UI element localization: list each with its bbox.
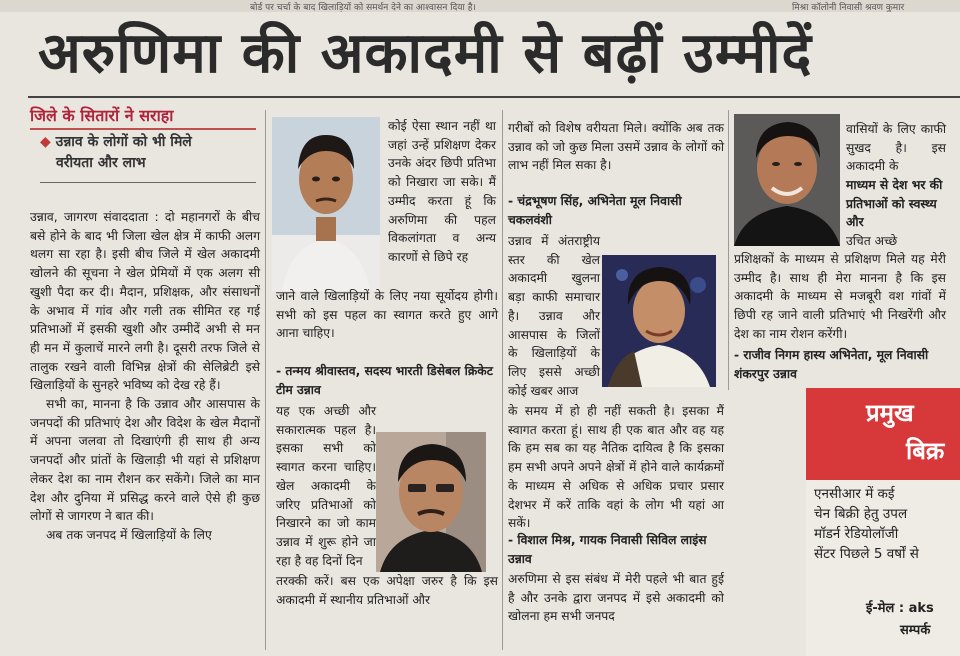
- col2-mid-text: यह एक अच्छी और सकारात्मक पहल है। इसका सभी को स्वागत करना चाहिए। खेल अकादमी के जरिए प्रतिभाओं को निखारने का जो काम उन्नाव में शुरू होने जा रहा है वह दिनों दिन: [276, 404, 376, 568]
- top-strip-left: बोर्ड पर चर्चा के बाद खिलाड़ियों को समर्थन देने का आश्वासन दिया है।: [250, 3, 476, 12]
- ad-body-line-3: मॉडर्न रेडियोलॉजी: [814, 526, 899, 542]
- top-strip: [0, 0, 960, 12]
- col3-bottom-text: अरुणिमा से इस संबंध में मेरी पहले भी बात हुई है और उनके द्वारा जनपद में इसे अकादमी को खोलना हम सभी जनपद: [508, 572, 724, 624]
- headline-rule: [28, 96, 960, 98]
- ad-title-2: बिक्र: [906, 437, 945, 465]
- col1-para-2: सभी का, मानना है कि उन्नाव और आसपास के जनपदों की प्रतिभाएं देश और विदेश के खेल मैदानों में अपना जलवा तो दिखाएंगी ही साथ ही अन्य जनपदों और प्रांतों के खिलाड़ी भी यहां से प्रशिक्षण लेकर देश का नाम रौशन कर सकेंगे। जिले का मान देश और दुनिया में प्रसिद्ध करने वाले ऐसे ही कुछ लोगों से जागरण ने बात की।: [30, 397, 260, 524]
- col3-top-text: गरीबों को विशेष वरीयता मिले। क्योंकि अब तक उन्नाव को जो कुछ मिला उसमें उन्नाव के लोगों को लाभ नहीं मिल सका है।: [508, 121, 724, 173]
- photo-tanmay: [272, 117, 380, 291]
- byline-chandrabhushan: - चंद्रभूषण सिंह, अभिनेता मूल निवासी चकलवंशी: [508, 194, 682, 227]
- photo-chandrabhushan: [602, 255, 716, 387]
- col1-para-3: अब तक जनपद में खिलाड़ियों के लिए: [46, 527, 212, 542]
- column-divider-3: [728, 110, 729, 390]
- advertisement: [806, 388, 960, 656]
- ad-title-1: प्रमुख: [866, 399, 914, 427]
- column-divider-1: [265, 110, 266, 650]
- kicker: जिले के सितारों ने सराहा: [30, 104, 256, 130]
- column-1: [30, 208, 260, 545]
- col2-bottom-text: तरक्की करें। बस एक अपेक्षा जरुर है कि इस अकादमी में स्थानीय प्रतिभाओं और: [276, 574, 498, 607]
- top-strip-right: मिश्रा कॉलोनी निवासी श्रवण कुमार: [792, 3, 905, 12]
- col3-mid-text: उन्नाव में अंतराष्ट्रीय स्तर की खेल अकादमी खुलना बड़ा काफी समाचार है। उन्नाव और आसपास के जिलों के खिलाड़ियों के लिए इससे अच्छी कोई खबर आज: [508, 234, 600, 398]
- column-divider-2: [502, 110, 503, 650]
- col2-top-text: कोई ऐसा स्थान नहीं था जहां उन्हें प्रशिक्षण देकर उनके अंदर छिपी प्रतिभा को निखारा जा सके। मैं उम्मीद करता हूं कि अरुणिमा की पहल विकलांगता व अन्य कारणों से छिपे रह: [388, 119, 496, 264]
- col4-next-text: उचित अच्छे: [846, 234, 898, 248]
- headline: अरुणिमा की अकादमी से बढ़ीं उम्मीदें: [38, 21, 813, 86]
- subhead-rule: [40, 182, 256, 183]
- col4-top-text: वासियों के लिए काफी सुखद है। इस अकादमी के: [846, 122, 946, 174]
- ad-contact: सम्पर्क: [900, 623, 931, 638]
- ad-body-line-4: सेंटर पिछले 5 वर्षों से: [814, 546, 919, 562]
- byline-rajeev: - राजीव निगम हास्य अभिनेता, मूल निवासी शंकरपुर उन्नाव: [734, 348, 929, 381]
- subhead: [40, 132, 254, 174]
- ad-body: [814, 484, 960, 564]
- subhead-line-2: वरीयता और लाभ: [56, 155, 146, 171]
- ad-header: [806, 388, 960, 480]
- photo-vishal: [376, 432, 486, 572]
- col1-para-1: उन्नाव, जागरण संवाददाता : दो महानगरों के बीच बसे होने के बाद भी जिला खेल क्षेत्र में काफी अलग थलग सा रहा है। इसी बीच जिले में खेल अकादमी खोलने की सूचना ने खेल प्रेमियों में एक अलग सी खुशी पैदा कर दी। मैदान, प्रशिक्षक, और संसाधनों के अभाव में गांव और गली तक सीमित रह गई प्रतिभाओं में इसकी खुशी और उम्मीदें अभी से मन ही मन में कुलाचें मारने लगी है। दूसरी तरफ जिले से तालुक रखने वाली विभिन्न क्षेत्रों की सेलिब्रेटी इसे खिलाड़ियों के सुनहरे भविष्य को देख रहे हैं।: [30, 210, 260, 393]
- byline-vishal: - विशाल मिश्र, गायक निवासी सिविल लाइंस उन्नाव: [508, 533, 707, 566]
- subhead-line-1: उन्नाव के लोगों को भी मिले: [55, 134, 192, 150]
- ad-email: ई-मेल : aks: [866, 601, 934, 616]
- col4-bold-text: माध्यम से देश भर की प्रतिभाओं को स्वस्थ्य और: [846, 178, 943, 229]
- col2-full-text: जाने वाले खिलाड़ियों के लिए नया सूर्योदय होगी। सभी को इस पहल का स्वागत करते हुए आगे आना चाहिए।: [276, 289, 498, 341]
- col3-full-text: के समय में हो ही नहीं सकती है। इसका मैं स्वागत करता हूं। साथ ही एक बात और वह यह कि हम सब का यह नैतिक दायित्व है कि इसका हम सभी अपने अपने क्षेत्रों में होने वाले कार्यक्रमों के माध्यम से अधिक से अधिक प्रचार प्रसार देशभर में करें ताकि वहां के लोग भी यहां आ सकें।: [508, 404, 724, 531]
- bullet-icon: ◆: [40, 134, 51, 150]
- byline-tanmay: - तन्मय श्रीवास्तव, सदस्य भारती डिसेबल क्रिकेट टीम उन्नाव: [276, 364, 493, 397]
- photo-rajeev: [734, 114, 840, 246]
- ad-body-line-1: एनसीआर में कई: [814, 486, 895, 502]
- ad-body-line-2: चेन बिक्री हेतु उपल: [814, 506, 908, 522]
- col4-full-text: प्रशिक्षकों के माध्यम से प्रशिक्षण मिले यह मेरी उम्मीद है। साथ ही मेरा मानना है कि इस अकादमी के माध्यम से मजबूरी वश गांवों में छिपी रह जाने वाली प्रतिभाएं भी निखरेंगी और देश का नाम रोशन करेंगी।: [734, 252, 946, 341]
